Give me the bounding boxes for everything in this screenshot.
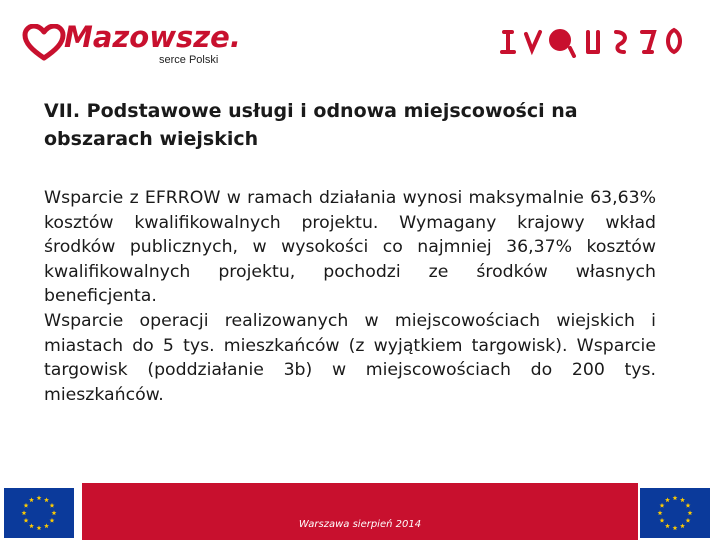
eu-star-icon	[673, 525, 678, 530]
footer-caption: Warszawa sierpień 2014	[298, 519, 422, 530]
eu-star-icon	[686, 503, 691, 508]
eu-star-icon	[50, 503, 55, 508]
eu-star-icon	[29, 523, 34, 528]
eu-star-icon	[37, 525, 42, 530]
eu-star-icon	[660, 518, 665, 523]
eu-star-icon	[24, 503, 29, 508]
eu-star-icon	[660, 503, 665, 508]
eu-star-icon	[680, 523, 685, 528]
slide-title: VII. Podstawowe usługi i odnowa miejscowości na obszarach wiejskich	[44, 100, 578, 150]
footer-band	[82, 483, 638, 540]
heart-icon	[22, 24, 66, 64]
eu-star-icon	[673, 495, 678, 500]
slide-footer	[0, 483, 720, 540]
eu-flag-icon-right	[638, 483, 720, 540]
eu-flag-icon	[4, 488, 74, 538]
slide-body	[44, 186, 656, 407]
eu-star-icon	[29, 497, 34, 502]
eu-star-icon	[22, 510, 27, 515]
folk-pattern-icons	[498, 24, 698, 58]
eu-flag-icon-left	[0, 483, 82, 540]
logo-wordmark: Mazowsze.	[64, 20, 241, 54]
eu-star-icon	[24, 518, 29, 523]
mazowsze-logo	[22, 18, 241, 68]
eu-star-icon	[665, 523, 670, 528]
body-paragraph-2: Wsparcie operacji realizowanych w miejscowościach wiejskich i miastach do 5 tys. mieszkańców (z wyjątkiem targowisk). Wsparcie targowisk (poddziałanie 3b) w miejscowościach do 200 tys. mieszkańców.	[44, 310, 656, 405]
eu-star-icon	[688, 510, 693, 515]
eu-star-icon	[37, 495, 42, 500]
eu-star-icon	[44, 497, 49, 502]
eu-star-icon	[52, 510, 57, 515]
eu-flag-icon	[640, 488, 710, 538]
eu-star-icon	[665, 497, 670, 502]
eu-star-icon	[680, 497, 685, 502]
eu-star-icon	[44, 523, 49, 528]
eu-star-icon	[658, 510, 663, 515]
logo-subtitle: serce Polski	[159, 54, 219, 66]
slide-header	[0, 0, 720, 75]
eu-star-icon	[686, 518, 691, 523]
eu-star-icon	[50, 518, 55, 523]
body-paragraph-1: Wsparcie z EFRROW w ramach działania wynosi maksymalnie 63,63% kosztów kwalifikowalnych projektu. Wymagany krajowy wkład środków publicznych, w wysokości co najmniej 36,37% kosztów kwalifikowalnych projektu, pochodzi ze środków własnych beneficjenta.	[44, 188, 656, 307]
